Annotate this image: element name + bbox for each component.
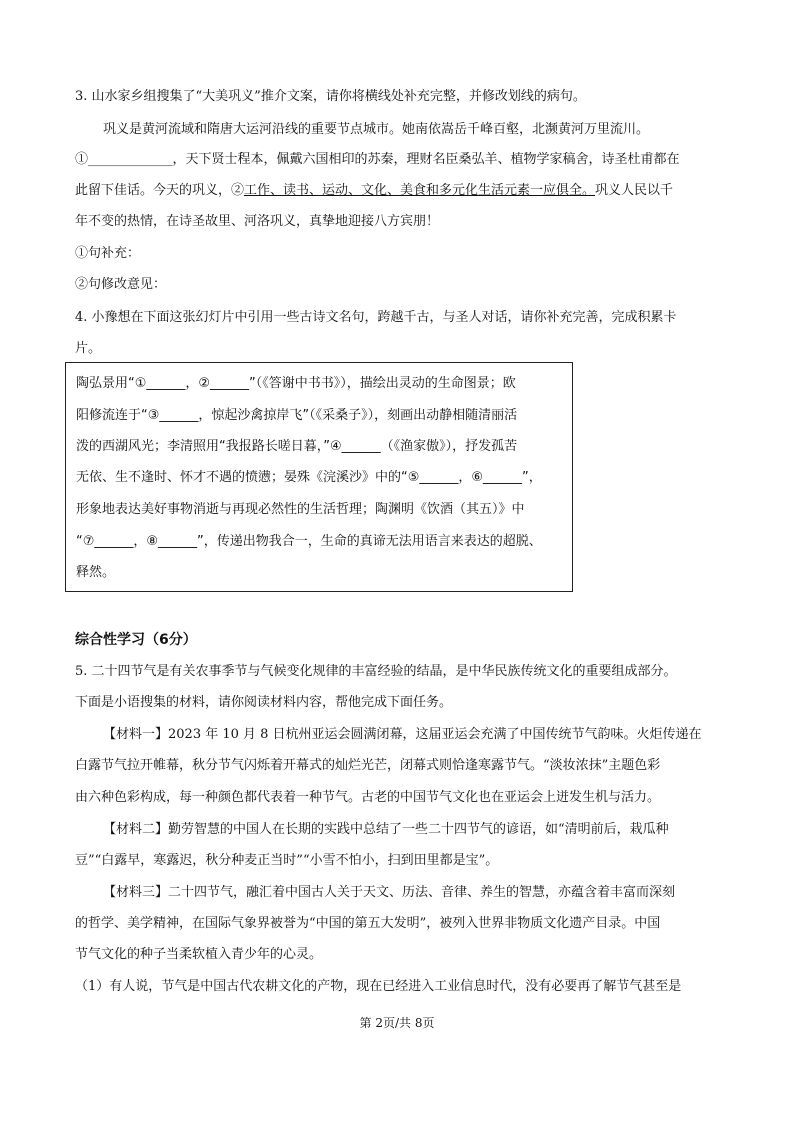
- q4-card-line-3: 泼的西湖风光；李清照用“我报路长嗟日暮，”④______（《渔家傲》），抒发孤苦: [76, 439, 518, 454]
- q5-intro-line-2: 下面是小语搜集的材料，请你阅读材料内容，帮他完成下面任务。: [75, 695, 453, 710]
- q5-subquestion-1: （1）有人说，节气是中国古代农耕文化的产物，现在已经进入工业信息时代，没有必要再了解节气甚至是: [75, 979, 682, 994]
- q5-material-1-line-3: 由六种色彩构成，每一种颜色都代表着一种节气。古老的中国节气文化也在亚运会上迸发生机与活力。: [75, 790, 661, 805]
- q4-title-line-2: 片。: [75, 341, 102, 356]
- q3-paragraph-line-2: ①_____________，天下贤士程本，佩戴六国相印的苏秦，理财名臣桑弘羊、植物学家稿舍，诗圣杜甫都在: [75, 152, 680, 167]
- q4-title-line-1: 4. 小豫想在下面这张幻灯片中引用一些古诗文名句，跨越千古，与圣人对话，请你补充完善，完成积累卡: [75, 310, 677, 325]
- q5-material-1-line-2: 白露节气拉开帷幕，秋分节气闪烁着开幕式的灿烂光芒，闭幕式则恰逢寒露节气。“淡妆浓抹”主题色彩: [75, 758, 661, 773]
- q5-material-3-line-3: 节气文化的种子当柔软植入青少年的心灵。: [75, 947, 323, 962]
- q5-material-3-line-1: 【材料三】二十四节气，融汇着中国古人关于天文、历法、音律、养生的智慧，亦蕴含着丰富而深刻: [103, 885, 676, 900]
- q4-card-line-7: 释然。: [76, 565, 116, 580]
- q5-intro-line-1: 5. 二十四节气是有关农事季节与气候变化规律的丰富经验的结晶，是中华民族传统文化的重要组成部分。: [75, 664, 677, 679]
- q3-paragraph-line-4: 年不变的热情，在诗圣故里、河洛巩义，真挚地迎接八方宾朋！: [75, 214, 440, 229]
- q4-card-line-1: 陶弘景用“①______，②______”（《答谢中书书》），描绘出灵动的生命图景；欧: [76, 376, 516, 391]
- q5-material-2-line-2: 豆”“白露早，寒露迟，秋分种麦正当时”“小雪不怕小，扫到田里都是宝”。: [75, 853, 499, 868]
- q3-line3-end: 巩义人民以千: [595, 183, 674, 198]
- q4-card-line-5: 形象地表达美好事物消逝与再现必然性的生活哲理；陶渊明《饮酒（其五）》中: [76, 502, 525, 517]
- q3-underlined-sentence: 工作、读书、运动、文化、美食和多元化生活元素一应俱全。: [244, 183, 596, 198]
- q4-card-line-2: 阳修流连于“③______，惊起沙禽掠岸飞”（《采桑子》），刻画出动静相随清丽活: [76, 408, 518, 423]
- q5-material-2-line-1: 【材料二】勤劳智慧的中国人在长期的实践中总结了一些二十四节气的谚语，如“清明前后，栽瓜种: [103, 822, 669, 837]
- q3-answer-1-label: ①句补充：: [75, 246, 141, 261]
- q3-line3-start: 此留下佳话。今天的巩义，②: [75, 183, 245, 198]
- q3-paragraph-line-3: [75, 182, 673, 200]
- section-heading: 综合性学习（6分）: [75, 632, 197, 648]
- q4-card-line-6: “⑦______，⑧______”，传递出物我合一，生命的真谛无法用语言来表达的超脱、: [76, 534, 542, 549]
- page-number: 第 2页/共 8页: [359, 1016, 435, 1030]
- q3-answer-2-label: ②句修改意见：: [75, 277, 167, 292]
- q3-title: 3. 山水家乡组搜集了“大美巩义”推介文案，请你将横线处补充完整，并修改划线的病句。: [75, 89, 586, 104]
- q5-material-1-line-1: 【材料一】2023 年 10 月 8 日杭州亚运会圆满闭幕，这届亚运会充满了中国传统节气韵味。火炬传递在: [103, 727, 702, 742]
- q4-card-line-4: 无依、生不逢时、怀才不遇的愤懑；晏殊《浣溪沙》中的“⑤______，⑥______”，: [76, 470, 542, 485]
- q4-slide-card: [65, 362, 573, 592]
- q3-paragraph-line-1: 巩义是黄河流域和隋唐大运河沿线的重要节点城市。她南依嵩岳千峰百壑，北濒黄河万里流川。: [103, 122, 650, 137]
- q5-material-3-line-2: 的哲学、美学精神，在国际气象界被誉为“中国的第五大发明”，被列入世界非物质文化遗产目录。中国: [75, 916, 661, 931]
